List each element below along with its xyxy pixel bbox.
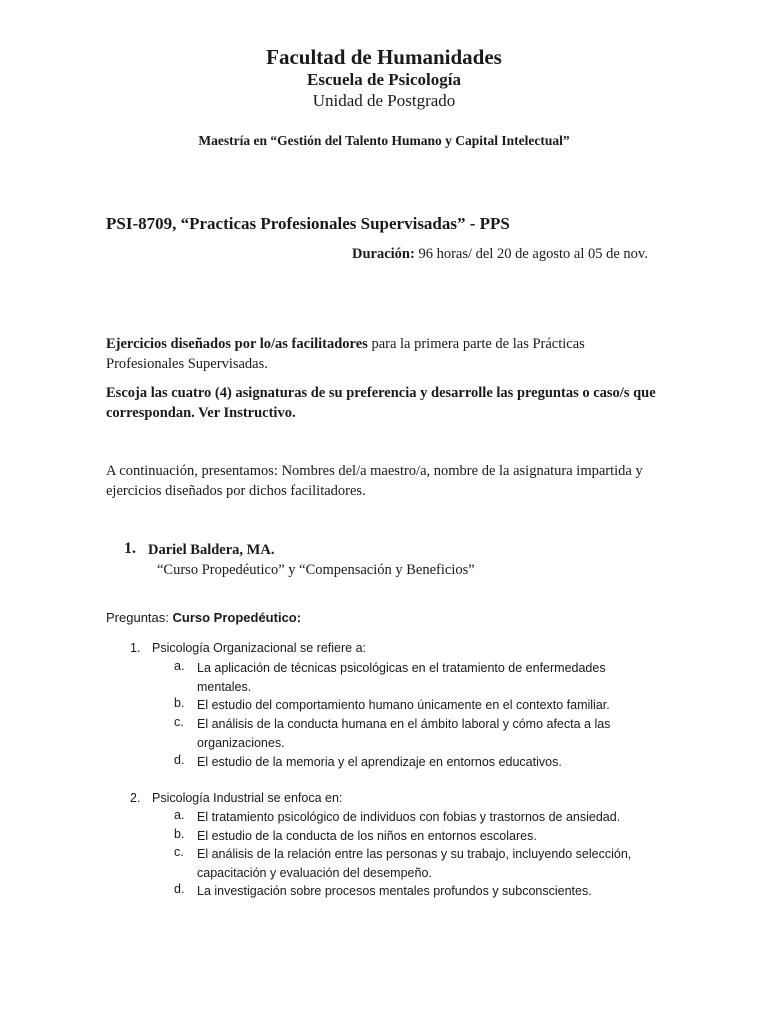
- facilitator-courses: “Curso Propedéutico” y “Compensación y Beneficios”: [157, 562, 475, 578]
- faculty-title: Facultad de Humanidades: [266, 45, 502, 69]
- option-text: El tratamiento psicológico de individuos con fobias y trastornos de ansiedad.: [197, 810, 621, 824]
- option-text: El estudio de la conducta de los niños en entornos escolares.: [197, 829, 537, 843]
- course-title: PSI-8709, “Practicas Profesionales Supervisadas” - PPS: [106, 214, 510, 233]
- option-letter: c.: [174, 715, 184, 729]
- duration-label: Duración:: [352, 246, 415, 262]
- intro-bold: Ejercicios diseñados por lo/as facilitadores: [106, 336, 368, 352]
- option-text: El estudio de la memoria y el aprendizaje en entornos educativos.: [197, 755, 562, 769]
- question-text: Psicología Organizacional se refiere a:: [152, 641, 367, 655]
- questions-header: [106, 610, 301, 625]
- facilitator-number: 1.: [124, 540, 136, 557]
- question-text: Psicología Industrial se enfoca en:: [152, 791, 343, 805]
- intro-paragraph-3: A continuación, presentamos: Nombres del/a maestro/a, nombre de la asignatura impartida y ejercicios diseñados por dichos facilitadores.: [106, 463, 643, 499]
- intro-instructions: Escoja las cuatro (4) asignaturas de su preferencia y desarrolle las preguntas o caso/s que correspondan. Ver Instructivo.: [106, 385, 656, 421]
- question-number: 1.: [130, 641, 141, 655]
- option-letter: d.: [174, 753, 185, 767]
- option-text: El análisis de la conducta humana en el ámbito laboral y cómo afecta a las organizaciones.: [197, 717, 611, 750]
- questions-course: Curso Propedéutico:: [172, 610, 302, 625]
- unit-name: Unidad de Postgrado: [312, 91, 456, 110]
- option-letter: a.: [174, 659, 185, 673]
- duration-value: 96 horas/ del 20 de agosto al 05 de nov.: [414, 246, 648, 262]
- program-name: Maestría en “Gestión del Talento Humano y Capital Intelectual”: [198, 133, 570, 148]
- option-text: La aplicación de técnicas psicológicas en el tratamiento de enfermedades mentales.: [197, 661, 606, 694]
- option-letter: a.: [174, 808, 185, 822]
- option-text: El análisis de la relación entre las personas y su trabajo, incluyendo selección, capacitación y evaluación del desempeño.: [197, 847, 632, 880]
- course-duration: [352, 246, 648, 263]
- option-letter: b.: [174, 696, 185, 710]
- option-text: El estudio del comportamiento humano únicamente en el contexto familiar.: [197, 698, 610, 712]
- questions-label: Preguntas:: [106, 610, 173, 625]
- option-letter: b.: [174, 827, 185, 841]
- intro-paragraph-1: [106, 334, 666, 374]
- school-name: Escuela de Psicología: [307, 70, 461, 89]
- option-text: La investigación sobre procesos mentales profundos y subconscientes.: [197, 884, 592, 898]
- option-letter: c.: [174, 845, 184, 859]
- facilitator-name: Dariel Baldera, MA.: [148, 542, 275, 558]
- option-letter: d.: [174, 882, 185, 896]
- question-number: 2.: [130, 791, 141, 805]
- intro-rest: para la primera parte de las Prácticas Profesionales Supervisadas.: [106, 336, 585, 372]
